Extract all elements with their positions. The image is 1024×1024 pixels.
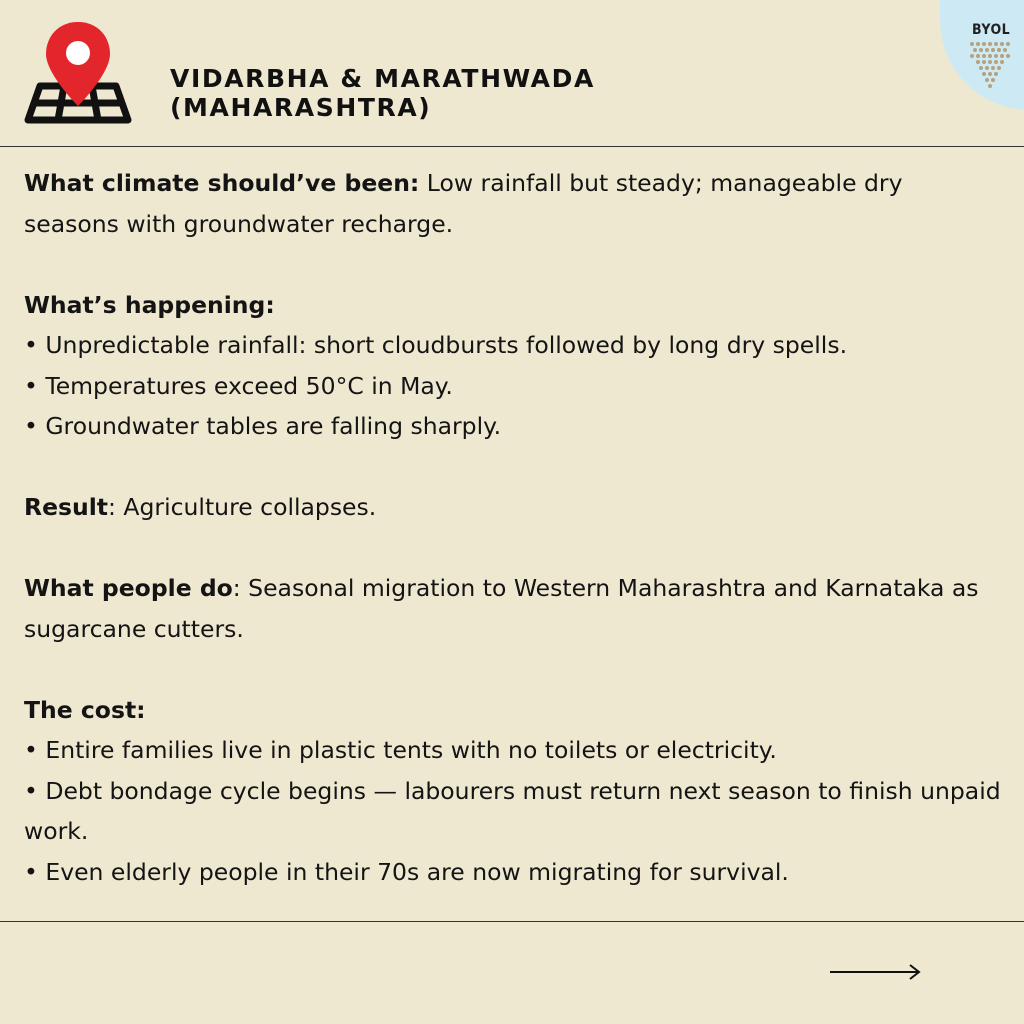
cost-heading [24,690,1004,731]
map-pin-icon [24,20,132,124]
happening-heading [24,285,1004,326]
header-divider [0,146,1024,147]
climate-text: Low rainfall but steady; manageable dry seasons with groundwater recharge. [24,169,903,238]
footer-divider [0,921,1024,922]
list-item: • Temperatures exceed 50°C in May. [24,366,1004,407]
list-item: • Debt bondage cycle begins — labourers must return next season to finish unpaid work. [24,771,1004,852]
title-line-2: (MAHARASHTRA) [170,93,432,122]
list-item: • Entire families live in plastic tents with no toilets or electricity. [24,730,1004,771]
page-title [170,64,595,122]
cost-list [24,730,1004,892]
result-text: : Agriculture collapses. [108,493,377,521]
climate-paragraph [24,163,1004,244]
people-text: : Seasonal migration to Western Maharashtra and Karnataka as sugarcane cutters. [24,574,979,643]
people-heading: What people do [24,574,233,602]
article-body [24,163,1004,892]
title-line-1: VIDARBHA & MARATHWADA [170,64,595,93]
result-paragraph [24,487,1004,528]
people-paragraph [24,568,1004,649]
climate-heading: What climate should’ve been: [24,169,420,197]
happening-list [24,325,1004,447]
result-heading: Result [24,493,109,521]
byol-logo-icon [968,40,1012,88]
list-item: • Even elderly people in their 70s are now migrating for survival. [24,852,1004,893]
brand-name: BYOL [972,22,1011,38]
list-item: • Groundwater tables are falling sharply. [24,406,1004,447]
list-item: • Unpredictable rainfall: short cloudbursts followed by long dry spells. [24,325,1004,366]
right-arrow-icon[interactable] [828,962,924,982]
happening-heading-text: What’s happening: [24,290,275,319]
cost-heading-text: The cost: [24,695,146,724]
